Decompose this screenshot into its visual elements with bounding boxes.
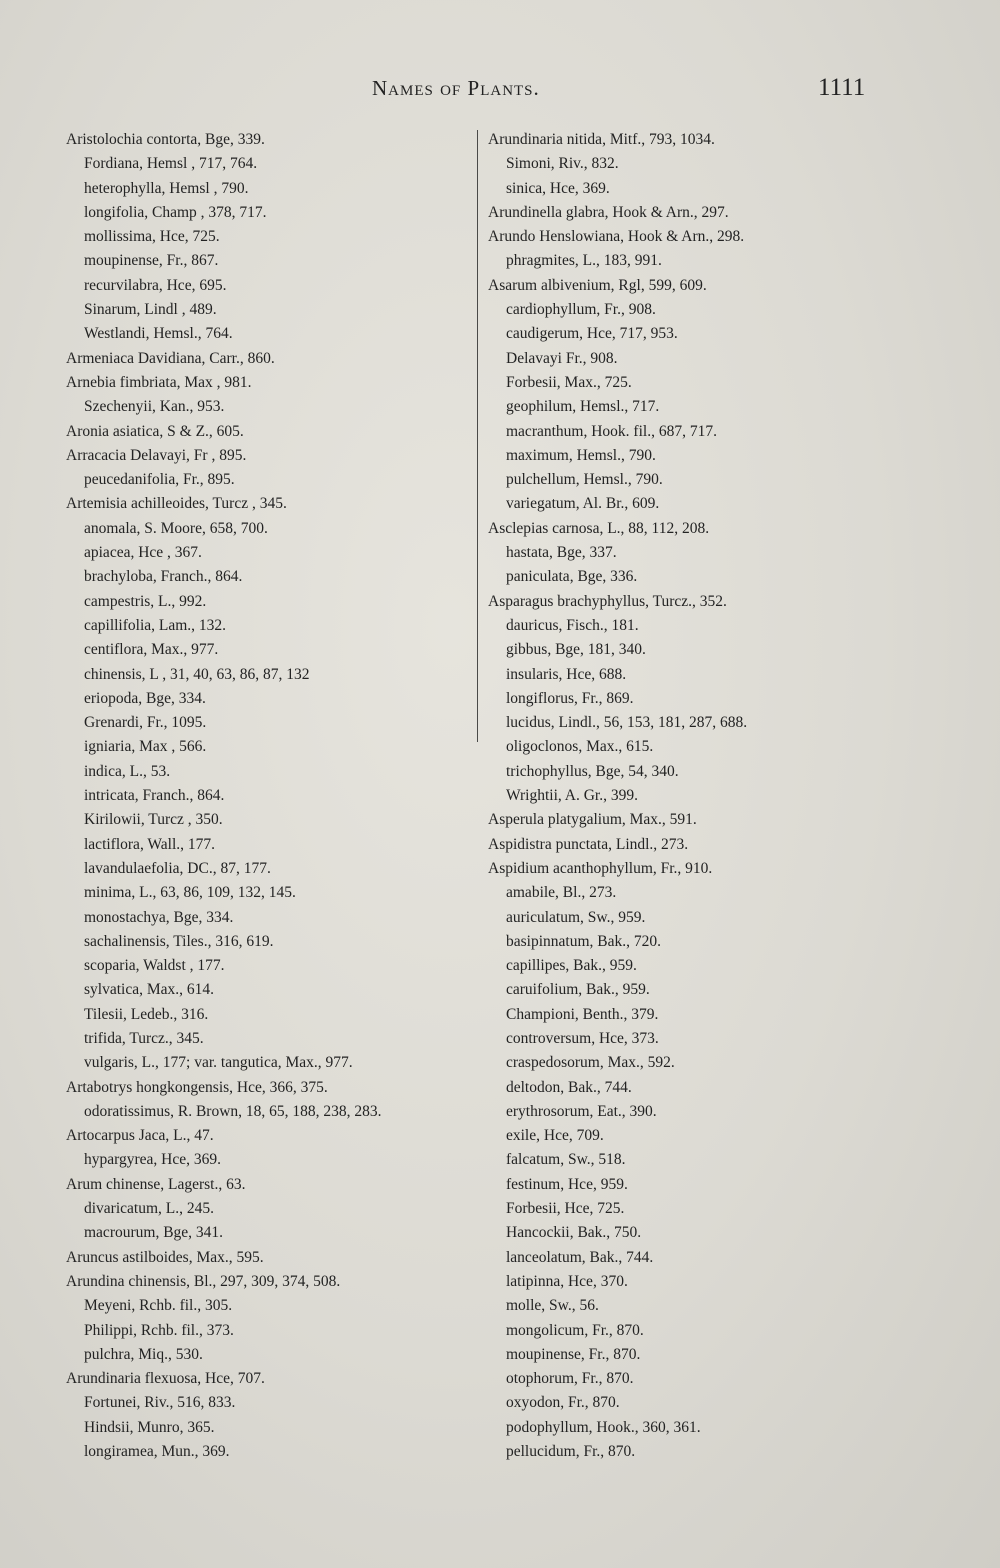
index-subentry: falcatum, Sw., 518. <box>506 1151 626 1169</box>
index-subentry: Delavayi Fr., 908. <box>506 349 618 367</box>
index-subentry: divaricatum, L., 245. <box>84 1200 214 1218</box>
index-subentry: pulchellum, Hemsl., 790. <box>506 471 663 489</box>
index-subentry: mollissima, Hce, 725. <box>84 228 220 246</box>
index-subentry: amabile, Bl., 273. <box>506 884 617 902</box>
index-subentry: Philippi, Rchb. fil., 373. <box>84 1321 234 1339</box>
index-entry: Arracacia Delavayi, Fr , 895. <box>66 446 247 464</box>
index-entry: Arundo Henslowiana, Hook & Arn., 298. <box>488 228 745 246</box>
index-entry: Artemisia achilleoides, Turcz , 345. <box>66 495 287 513</box>
index-subentry: Kirilowii, Turcz , 350. <box>84 811 223 829</box>
index-subentry: hypargyrea, Hce, 369. <box>84 1151 222 1169</box>
index-subentry: geophilum, Hemsl., 717. <box>506 398 660 416</box>
index-subentry: brachyloba, Franch., 864. <box>84 568 243 586</box>
index-subentry: basipinnatum, Bak., 720. <box>506 932 661 950</box>
index-subentry: campestris, L., 992. <box>84 592 207 610</box>
index-subentry: paniculata, Bge, 336. <box>506 568 638 586</box>
index-subentry: Sinarum, Lindl , 489. <box>84 301 217 319</box>
index-entry: Arundinaria flexuosa, Hce, 707. <box>66 1370 265 1388</box>
index-subentry: caudigerum, Hce, 717, 953. <box>506 325 678 343</box>
index-subentry: lavandulaefolia, DC., 87, 177. <box>84 859 271 877</box>
index-entry: Arum chinense, Lagerst., 63. <box>66 1175 246 1193</box>
index-subentry: macranthum, Hook. fil., 687, 717. <box>506 422 717 440</box>
index-subentry: pulchra, Miq., 530. <box>84 1345 203 1363</box>
index-subentry: chinensis, L , 31, 40, 63, 86, 87, 132 <box>84 665 310 683</box>
index-subentry: dauricus, Fisch., 181. <box>506 616 639 634</box>
index-subentry: trichophyllus, Bge, 54, 340. <box>506 762 679 780</box>
index-subentry: trifida, Turcz., 345. <box>84 1029 204 1047</box>
index-entry: Arundinaria nitida, Mitf., 793, 1034. <box>488 131 715 148</box>
index-subentry: minima, L., 63, 86, 109, 132, 145. <box>84 884 296 902</box>
index-subentry: macrourum, Bge, 341. <box>84 1224 224 1242</box>
index-subentry: Grenardi, Fr., 1095. <box>84 714 207 732</box>
index-subentry: Forbesii, Hce, 725. <box>506 1200 625 1218</box>
page-header <box>0 76 1000 108</box>
index-subentry: gibbus, Bge, 181, 340. <box>506 641 646 659</box>
index-subentry: intricata, Franch., 864. <box>84 787 225 805</box>
index-subentry: apiacea, Hce , 367. <box>84 544 202 562</box>
index-entry: Aspidium acanthophyllum, Fr., 910. <box>488 859 713 877</box>
index-subentry: Fortunei, Riv., 516, 833. <box>84 1394 236 1412</box>
index-subentry: recurvilabra, Hce, 695. <box>84 276 227 294</box>
index-subentry: latipinna, Hce, 370. <box>506 1272 628 1290</box>
index-subentry: capillipes, Bak., 959. <box>506 957 637 975</box>
index-subentry: Championi, Benth., 379. <box>506 1005 659 1023</box>
index-entry: Asarum albivenium, Rgl, 599, 609. <box>488 276 707 294</box>
index-subentry: centiflora, Max., 977. <box>84 641 219 659</box>
index-subentry: sinica, Hce, 369. <box>506 179 610 197</box>
index-entry: Asperula platygalium, Max., 591. <box>488 811 697 829</box>
page-number: 1111 <box>818 74 866 101</box>
index-subentry: auriculatum, Sw., 959. <box>506 908 646 926</box>
index-subentry: erythrosorum, Eat., 390. <box>506 1102 657 1120</box>
index-subentry: peucedanifolia, Fr., 895. <box>84 471 235 489</box>
index-subentry: longiflorus, Fr., 869. <box>506 689 634 707</box>
index-subentry: sylvatica, Max., 614. <box>84 981 215 999</box>
index-subentry: lactiflora, Wall., 177. <box>84 835 216 853</box>
index-subentry: sachalinensis, Tiles., 316, 619. <box>84 932 274 950</box>
index-subentry: insularis, Hce, 688. <box>506 665 627 683</box>
index-subentry: otophorum, Fr., 870. <box>506 1370 634 1388</box>
index-subentry: vulgaris, L., 177; var. tangutica, Max., 977. <box>84 1054 353 1072</box>
index-subentry: odoratissimus, R. Brown, 18, 65, 188, 238, 283. <box>84 1102 382 1120</box>
index-subentry: phragmites, L., 183, 991. <box>506 252 662 270</box>
index-subentry: Tilesii, Ledeb., 316. <box>84 1005 209 1023</box>
index-subentry: mongolicum, Fr., 870. <box>506 1321 644 1339</box>
index-subentry: Fordiana, Hemsl , 717, 764. <box>84 155 258 173</box>
index-entry: Armeniaca Davidiana, Carr., 860. <box>66 349 275 367</box>
index-subentry: Szechenyii, Kan., 953. <box>84 398 225 416</box>
index-subentry: lanceolatum, Bak., 744. <box>506 1248 654 1266</box>
index-subentry: Simoni, Riv., 832. <box>506 155 619 173</box>
index-subentry: moupinense, Fr., 867. <box>84 252 219 270</box>
index-entry: Asclepias carnosa, L., 88, 112, 208. <box>488 519 710 537</box>
index-entry: Aspidistra punctata, Lindl., 273. <box>488 835 689 853</box>
index-subentry: craspedosorum, Max., 592. <box>506 1054 675 1072</box>
index-subentry: deltodon, Bak., 744. <box>506 1078 632 1096</box>
index-entry: Arundina chinensis, Bl., 297, 309, 374, 508. <box>66 1272 341 1290</box>
index-subentry: Wrightii, A. Gr., 399. <box>506 787 638 805</box>
index-subentry: caruifolium, Bak., 959. <box>506 981 650 999</box>
index-subentry: longifolia, Champ , 378, 717. <box>84 203 267 221</box>
index-column-right <box>488 128 918 1464</box>
index-subentry: Meyeni, Rchb. fil., 305. <box>84 1297 233 1315</box>
index-subentry: igniaria, Max , 566. <box>84 738 207 756</box>
index-subentry: monostachya, Bge, 334. <box>84 908 234 926</box>
index-subentry: eriopoda, Bge, 334. <box>84 689 206 707</box>
index-subentry: exile, Hce, 709. <box>506 1127 604 1145</box>
index-subentry: indica, L., 53. <box>84 762 171 780</box>
index-subentry: Hancockii, Bak., 750. <box>506 1224 642 1242</box>
index-subentry: oligoclonos, Max., 615. <box>506 738 654 756</box>
index-subentry: Westlandi, Hemsl., 764. <box>84 325 233 343</box>
index-entry: Arnebia fimbriata, Max , 981. <box>66 373 252 391</box>
index-subentry: anomala, S. Moore, 658, 700. <box>84 519 268 537</box>
index-subentry: heterophylla, Hemsl , 790. <box>84 179 249 197</box>
index-entry: Aruncus astilboides, Max., 595. <box>66 1248 264 1266</box>
index-entry: Arundinella glabra, Hook & Arn., 297. <box>488 203 729 221</box>
running-title: Names of Plants. <box>372 76 540 100</box>
index-column-left <box>66 128 466 1464</box>
index-entry: Aristolochia contorta, Bge, 339. <box>66 131 265 148</box>
index-subentry: scoparia, Waldst , 177. <box>84 957 225 975</box>
index-subentry: oxyodon, Fr., 870. <box>506 1394 620 1412</box>
index-subentry: festinum, Hce, 959. <box>506 1175 628 1193</box>
index-entry: Artabotrys hongkongensis, Hce, 366, 375. <box>66 1078 328 1096</box>
index-subentry: cardiophyllum, Fr., 908. <box>506 301 656 319</box>
column-divider <box>477 130 478 742</box>
index-subentry: Forbesii, Max., 725. <box>506 373 632 391</box>
index-subentry: moupinense, Fr., 870. <box>506 1345 641 1363</box>
index-subentry: pellucidum, Fr., 870. <box>506 1443 636 1461</box>
index-subentry: controversum, Hce, 373. <box>506 1029 659 1047</box>
index-subentry: maximum, Hemsl., 790. <box>506 446 656 464</box>
index-subentry: molle, Sw., 56. <box>506 1297 599 1315</box>
index-subentry: longiramea, Mun., 369. <box>84 1443 230 1461</box>
index-subentry: podophyllum, Hook., 360, 361. <box>506 1418 701 1436</box>
index-subentry: capillifolia, Lam., 132. <box>84 616 227 634</box>
index-entry: Aronia asiatica, S & Z., 605. <box>66 422 244 440</box>
index-entry: Asparagus brachyphyllus, Turcz., 352. <box>488 592 727 610</box>
index-subentry: hastata, Bge, 337. <box>506 544 617 562</box>
index-subentry: Hindsii, Munro, 365. <box>84 1418 215 1436</box>
index-subentry: variegatum, Al. Br., 609. <box>506 495 660 513</box>
index-entry: Artocarpus Jaca, L., 47. <box>66 1127 214 1145</box>
index-subentry: lucidus, Lindl., 56, 153, 181, 287, 688. <box>506 714 748 732</box>
